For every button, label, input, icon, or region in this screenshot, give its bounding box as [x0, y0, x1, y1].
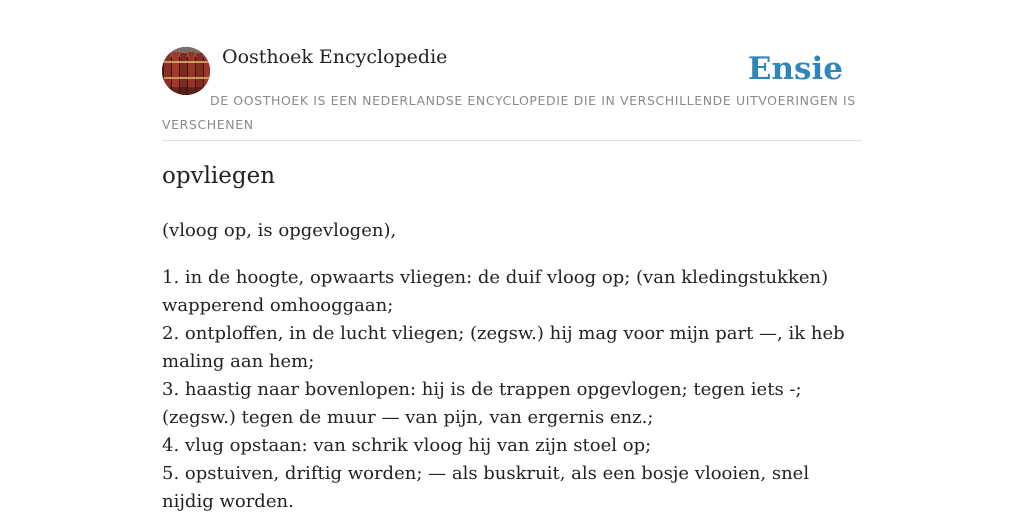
page-container: [162, 0, 862, 512]
source-description: DE OOSTHOEK IS EEN NEDERLANDSE ENCYCLOPEDIE DIE IN VERSCHILLENDE UITVOERINGEN IS VERSCHENEN: [162, 93, 856, 132]
definition-item: 3. haastig naar bovenlopen: hij is de trappen opgevlogen; tegen iets -; (zegsw.) tegen de muur — van pijn, van ergernis enz.;: [162, 379, 802, 428]
definition-item: 5. opstuiven, driftig worden; — als buskruit, als een bosje vlooien, snel nijdig worden.: [162, 463, 810, 512]
source-avatar[interactable]: [162, 47, 210, 95]
book-spines-icon: [162, 47, 210, 95]
entry-term: opvliegen: [162, 163, 276, 189]
source-name[interactable]: Oosthoek Encyclopedie: [222, 46, 448, 68]
source-header: [162, 0, 862, 141]
brand-logo-link[interactable]: Ensie: [747, 51, 843, 87]
definition-item: 4. vlug opstaan: van schrik vloog hij van zijn stoel op;: [162, 435, 652, 456]
definition-item: 1. in de hoogte, opwaarts vliegen: de duif vloog op; (van kledingstukken) wapperend omhooggaan;: [162, 267, 829, 316]
entry-grammar: (vloog op, is opgevlogen),: [162, 220, 397, 241]
entry-definitions: [162, 264, 862, 516]
definition-item: 2. ontploffen, in de lucht vliegen; (zegsw.) hij mag voor mijn part —, ik heb maling aan hem;: [162, 323, 845, 372]
